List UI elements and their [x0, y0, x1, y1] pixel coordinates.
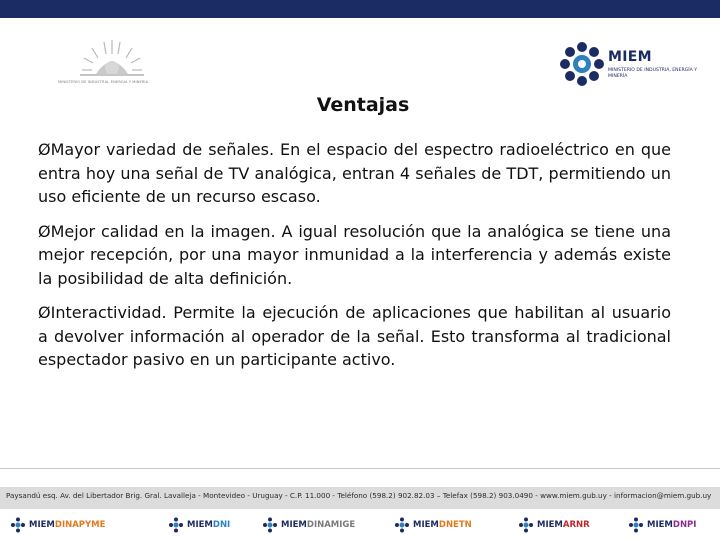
brand-suffix: DNI — [212, 520, 231, 530]
brand-suffix: DINAPYME — [54, 520, 106, 530]
miem-star-icon — [518, 517, 534, 533]
arrow-bullet-icon: Ø — [38, 303, 51, 322]
miem-wordmark: MIEM — [608, 49, 652, 65]
brand-prefix: MIEM — [647, 520, 673, 530]
brand-dnpi — [628, 515, 696, 535]
brand-dni — [168, 515, 230, 535]
brand-strip — [0, 510, 720, 540]
paragraph-variety — [38, 138, 671, 209]
miem-star-icon — [394, 517, 410, 533]
paragraph-interactivity — [38, 301, 671, 372]
miem-star-icon — [628, 517, 644, 533]
miem-subtitle: MINISTERIO DE INDUSTRIA, ENERGÍA Y MINERÍA — [608, 68, 698, 79]
miem-star-icon — [10, 517, 26, 533]
left-logo-caption: MINISTERIO DE INDUSTRIA, ENERGIA Y MINERIA — [58, 80, 149, 84]
brand-suffix: DINAMIGE — [306, 520, 356, 530]
slide-title: Ventajas — [316, 94, 410, 116]
paragraph-text: Mejor calidad en la imagen. A igual resolución que la analógica se tiene una mejor recepción, por una mayor inmunidad a la interferencia y además existe la posibilidad de alta definición. — [38, 221, 671, 288]
miem-star-icon — [262, 517, 278, 533]
footer-address: Paysandú esq. Av. del Libertador Brig. Gral. Lavalleja - Montevideo - Uruguay - C.P. 11.000 - Teléfono (598.2) 902.82.03 – Telefax (598.2) 903.0490 - www.miem.gub.uy - informacion@miem.gub.uy — [6, 491, 712, 500]
miem-star-icon — [168, 517, 184, 533]
brand-prefix: MIEM — [187, 520, 213, 530]
brand-prefix: MIEM — [29, 520, 55, 530]
brand-suffix: ARNR — [562, 520, 590, 530]
brand-prefix: MIEM — [537, 520, 563, 530]
brand-dinapyme — [10, 515, 105, 535]
brand-prefix: MIEM — [281, 520, 307, 530]
paragraph-text: Mayor variedad de señales. En el espacio del espectro radioeléctrico en que entra hoy una señal de TV analógica, entran 4 señales de TDT, permitiendo un uso eficiente de un recurso escaso. — [38, 140, 671, 206]
arrow-bullet-icon: Ø — [38, 221, 51, 241]
top-bar — [0, 0, 720, 18]
brand-dnetn — [394, 515, 472, 535]
footer-divider — [0, 468, 720, 469]
brand-dinamige — [262, 515, 355, 535]
paragraph-quality — [38, 220, 671, 291]
brand-suffix: DNETN — [438, 520, 472, 530]
arrow-bullet-icon: Ø — [38, 140, 51, 159]
slide-body — [38, 138, 671, 383]
brand-arnr — [518, 515, 590, 535]
paragraph-text: Interactividad. Permite la ejecución de aplicaciones que habilitan al usuario a devolver información al operador de la señal. Esto transforma al tradicional espectador pasivo en un participante activo. — [38, 303, 671, 369]
brand-prefix: MIEM — [413, 520, 439, 530]
brand-suffix: DNPI — [672, 520, 697, 530]
